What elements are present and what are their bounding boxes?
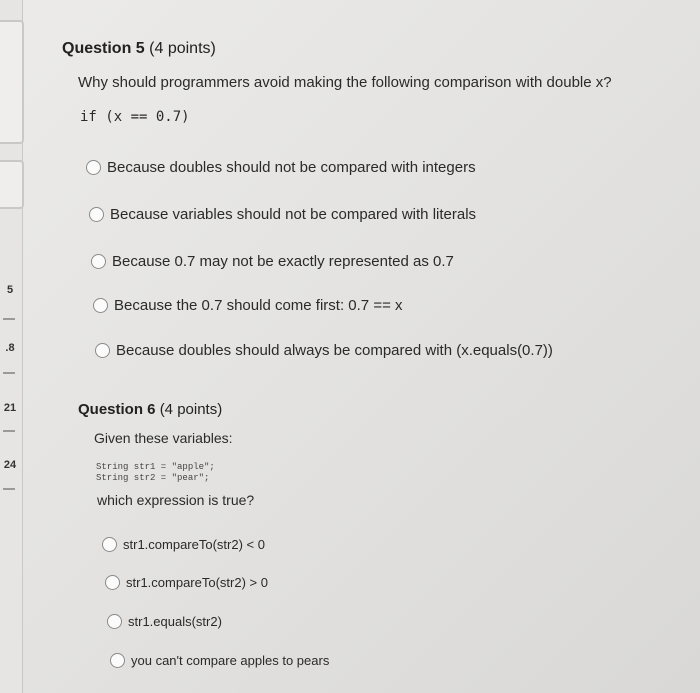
option-label: Because variables should not be compared with literals	[110, 206, 477, 223]
question-nav-item[interactable]	[0, 20, 24, 144]
radio-button[interactable]	[95, 343, 110, 358]
question-5-title	[62, 40, 216, 58]
answer-option[interactable]	[86, 159, 476, 176]
question-6-points: (4 points)	[159, 401, 223, 418]
answer-option[interactable]	[105, 575, 268, 590]
option-label: Because doubles should not be compared with integers	[107, 159, 476, 176]
answer-option[interactable]	[89, 206, 476, 223]
option-label: Because the 0.7 should come first: 0.7 == x	[114, 297, 403, 314]
answer-option[interactable]	[110, 653, 329, 668]
answer-option[interactable]	[95, 342, 553, 359]
divider	[3, 430, 15, 432]
option-label: Because doubles should always be compared with (x.equals(0.7))	[116, 342, 553, 359]
question-6-prompt: Given these variables:	[94, 430, 233, 446]
radio-button[interactable]	[89, 207, 104, 222]
option-label: Because 0.7 may not be exactly represented as 0.7	[112, 253, 454, 270]
answer-option[interactable]	[107, 614, 222, 629]
radio-button[interactable]	[105, 575, 120, 590]
question-nav-number[interactable]: .8	[5, 342, 15, 354]
divider	[3, 488, 15, 490]
question-6-heading: Question 6	[78, 401, 156, 418]
option-label: str1.compareTo(str2) > 0	[126, 575, 268, 590]
option-label: str1.equals(str2)	[128, 614, 222, 629]
option-label: str1.compareTo(str2) < 0	[123, 537, 265, 552]
question-nav-number[interactable]: 24	[3, 459, 17, 471]
question-5-points: (4 points)	[149, 40, 216, 57]
radio-button[interactable]	[107, 614, 122, 629]
option-label: you can't compare apples to pears	[131, 653, 330, 668]
question-nav-number[interactable]: 5	[6, 284, 14, 296]
radio-button[interactable]	[91, 254, 106, 269]
answer-option[interactable]	[93, 297, 403, 314]
answer-option[interactable]	[102, 537, 265, 552]
question-5-prompt: Why should programmers avoid making the following comparison with double x?	[78, 74, 612, 91]
divider	[3, 372, 15, 374]
divider	[3, 318, 15, 320]
question-6-title	[78, 401, 222, 418]
radio-button[interactable]	[93, 298, 108, 313]
question-6-question: which expression is true?	[97, 492, 255, 508]
question-nav-item[interactable]	[0, 160, 24, 209]
question-6-code-line: String str2 = "pear";	[96, 473, 210, 483]
answer-option[interactable]	[91, 253, 454, 270]
question-nav-sidebar	[0, 0, 23, 693]
radio-button[interactable]	[102, 537, 117, 552]
radio-button[interactable]	[110, 653, 125, 668]
radio-button[interactable]	[86, 160, 101, 175]
question-6-code-line: String str1 = "apple";	[96, 462, 215, 472]
question-5-code: if (x == 0.7)	[80, 109, 190, 125]
question-5-heading: Question 5	[62, 40, 145, 57]
question-nav-number[interactable]: 21	[3, 402, 17, 414]
